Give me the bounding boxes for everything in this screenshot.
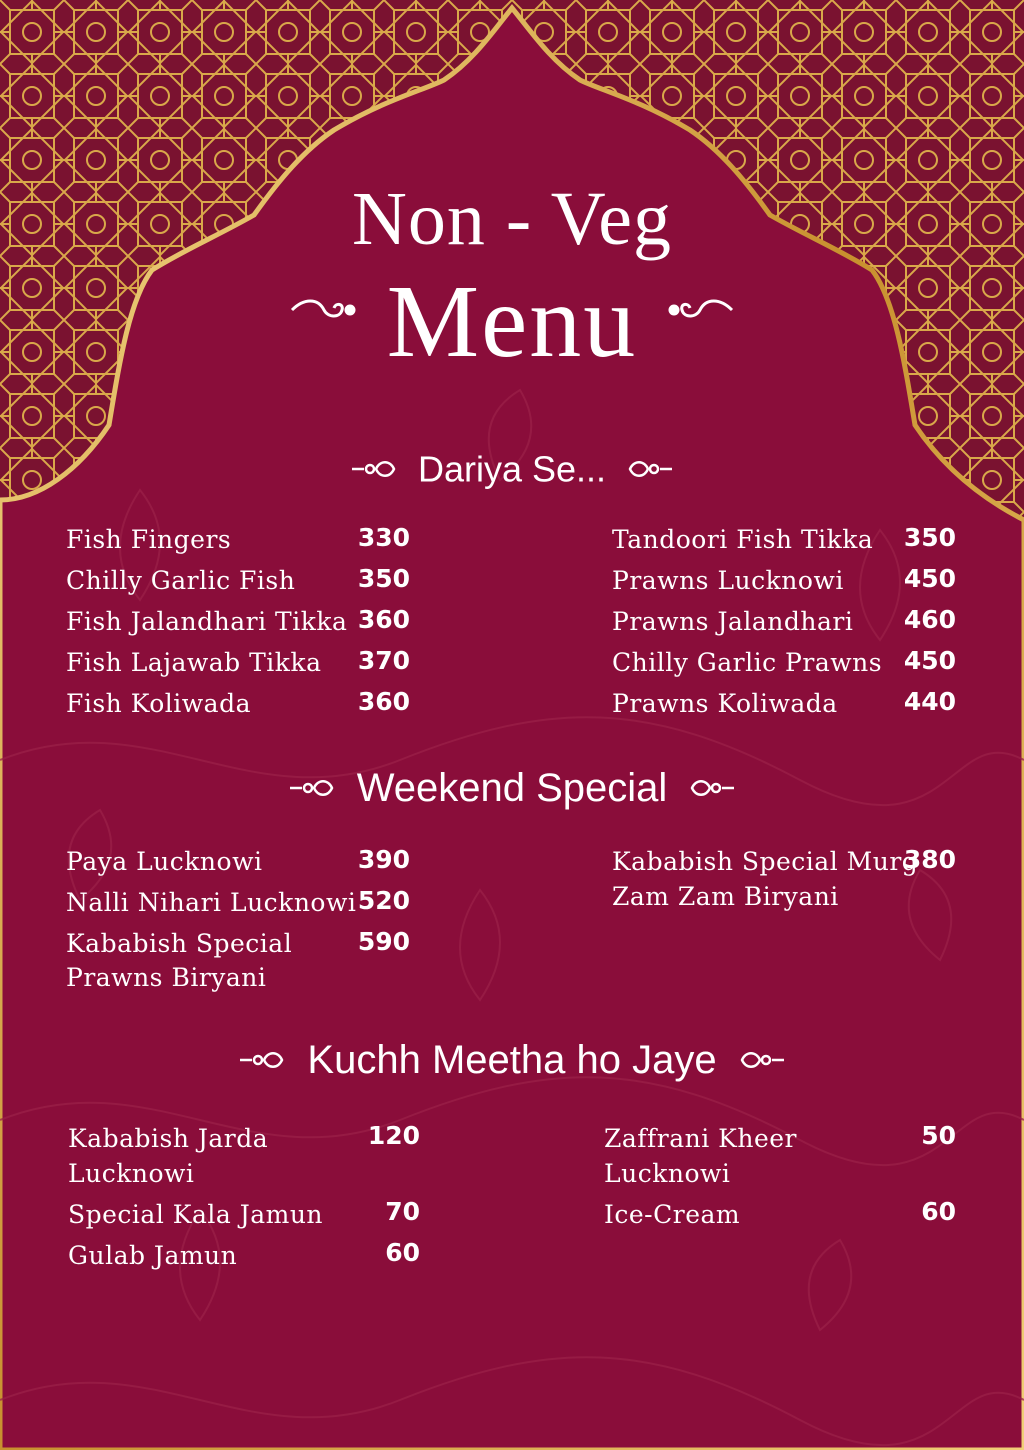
scroll-ornament-icon	[350, 458, 398, 480]
menu-item-name: Fish Jalandhari Tikka	[66, 607, 348, 636]
menu-item-price: 60	[921, 1197, 956, 1226]
scroll-ornament-icon	[688, 777, 736, 799]
menu-item-price: 50	[921, 1121, 956, 1150]
menu-item-name: Prawns Lucknowi	[612, 566, 844, 595]
menu-item-price: 450	[903, 564, 956, 593]
menu-item-name-line2: Prawns Biryani	[66, 963, 267, 992]
menu-item-price: 360	[357, 687, 410, 716]
menu-item-price: 330	[357, 523, 410, 552]
menu-item-price: 590	[357, 927, 410, 956]
menu-item-name-line2: Lucknowi	[604, 1159, 731, 1188]
section-title: Weekend Special	[356, 765, 668, 810]
menu-title-line2: Menu	[386, 264, 638, 379]
menu-item-price: 440	[903, 687, 956, 716]
menu-item-price: 350	[357, 564, 410, 593]
section-heading-dariya-se	[0, 446, 1024, 490]
section-title: Dariya Se...	[417, 448, 607, 490]
scroll-ornament-icon	[288, 777, 336, 799]
menu-item-name: Kababish Special Murg	[612, 847, 919, 876]
menu-item-price: 450	[903, 646, 956, 675]
menu-item-name: Prawns Jalandhari	[612, 607, 854, 636]
menu-item-name: Fish Fingers	[66, 525, 232, 554]
scroll-ornament-icon	[626, 458, 674, 480]
section-title: Kuchh Meetha ho Jaye	[307, 1037, 717, 1082]
menu-item-name-line2: Lucknowi	[68, 1159, 195, 1188]
section-heading-kuchh-meetha	[0, 1036, 1024, 1083]
menu-item-name: Ice-Cream	[604, 1200, 741, 1229]
menu-item-price: 60	[385, 1238, 420, 1267]
menu-item-name: Chilly Garlic Prawns	[612, 648, 883, 677]
menu-item-name: Kababish Jarda	[68, 1124, 269, 1153]
menu-item-price: 350	[903, 523, 956, 552]
menu-item-price: 70	[385, 1197, 420, 1226]
menu-item-price: 120	[367, 1121, 420, 1150]
menu-item-name: Fish Koliwada	[66, 689, 251, 718]
menu-item-name: Kababish Special	[66, 929, 293, 958]
menu-item-price: 460	[903, 605, 956, 634]
scroll-ornament-icon	[238, 1049, 286, 1071]
menu-item-name-line2: Zam Zam Biryani	[612, 882, 839, 911]
scroll-ornament-icon	[738, 1049, 786, 1071]
menu-item-name: Tandoori Fish Tikka	[612, 525, 874, 554]
menu-item-name: Nalli Nihari Lucknowi	[66, 888, 357, 917]
section-heading-weekend-special	[0, 764, 1024, 811]
menu-item-price: 360	[357, 605, 410, 634]
menu-title-line1: Non - Veg	[351, 177, 672, 261]
menu-item-name: Special Kala Jamun	[68, 1200, 324, 1229]
menu-item-name: Fish Lajawab Tikka	[66, 648, 322, 677]
menu-item-price: 390	[357, 845, 410, 874]
menu-item-name: Prawns Koliwada	[612, 689, 838, 718]
menu-item-price: 520	[357, 886, 410, 915]
menu-item-name: Paya Lucknowi	[66, 847, 263, 876]
menu-item-price: 370	[357, 646, 410, 675]
menu-item-name: Chilly Garlic Fish	[66, 566, 296, 595]
menu-item-name: Zaffrani Kheer	[604, 1124, 797, 1153]
menu-item-price: 380	[903, 845, 956, 874]
menu-item-name: Gulab Jamun	[68, 1241, 238, 1270]
